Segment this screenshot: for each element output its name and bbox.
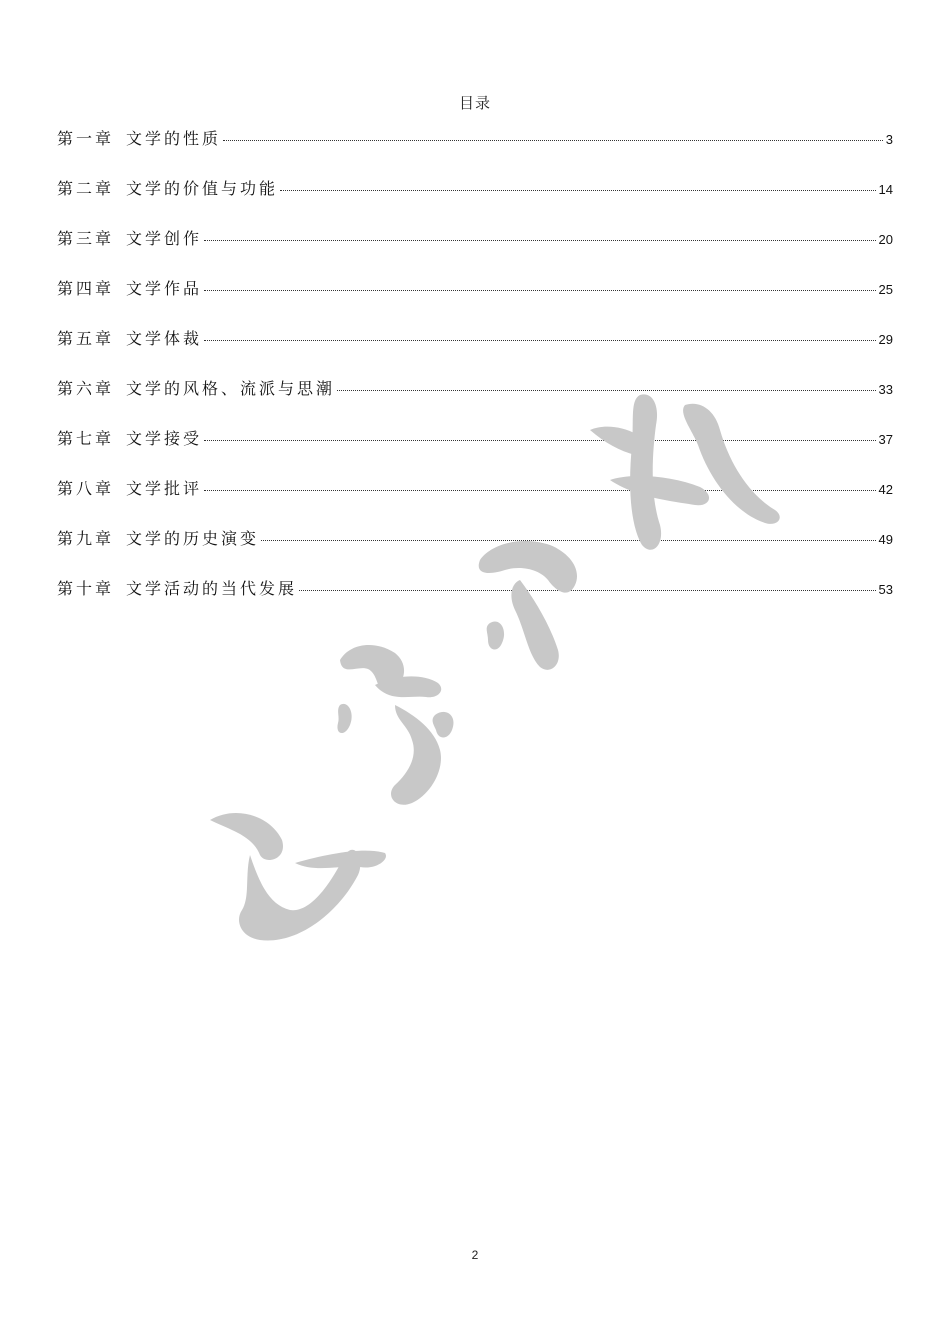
toc-chapter-number: 第九章 [57,529,115,548]
toc-chapter-title: 文学的价值与功能 [126,179,279,198]
toc-entry[interactable] [57,228,893,278]
toc-page-number: 33 [878,382,893,397]
toc-chapter-number: 第八章 [57,479,115,498]
toc-page-number: 3 [885,132,893,147]
toc-dot-leader [280,190,876,191]
toc-chapter-title: 文学的历史演变 [126,529,260,548]
toc-dot-leader [223,140,883,141]
toc-entry[interactable] [57,178,893,228]
calligraphy-watermark [190,385,790,955]
toc-entry[interactable] [57,128,893,178]
toc-chapter-number: 第一章 [57,129,115,148]
toc-page-number: 14 [878,182,893,197]
toc-chapter-number: 第三章 [57,229,115,248]
toc-dot-leader [204,240,876,241]
toc-chapter-number: 第五章 [57,329,115,348]
toc-chapter-number: 第六章 [57,379,115,398]
toc-chapter-number: 第四章 [57,279,115,298]
toc-title: 目录 [458,94,491,112]
toc-page-number: 29 [878,332,893,347]
toc-chapter-title: 文学作品 [126,279,203,298]
toc-page-number: 53 [878,582,893,597]
toc-chapter-title: 文学体裁 [126,329,203,348]
toc-chapter-number: 第十章 [57,579,115,598]
toc-page-number: 37 [878,432,893,447]
toc-dot-leader [204,340,876,341]
page-number: 2 [471,1248,479,1262]
toc-page-number: 25 [878,282,893,297]
toc-chapter-title: 文学批评 [126,479,203,498]
toc-page-number: 20 [878,232,893,247]
toc-page-number: 49 [878,532,893,547]
toc-entry[interactable] [57,328,893,378]
toc-chapter-title: 文学的性质 [126,129,222,148]
toc-chapter-title: 文学接受 [126,429,203,448]
toc-chapter-title: 文学活动的当代发展 [126,579,298,598]
toc-chapter-title: 文学的风格、流派与思潮 [126,379,336,398]
toc-entry[interactable] [57,278,893,328]
toc-chapter-number: 第二章 [57,179,115,198]
toc-chapter-number: 第七章 [57,429,115,448]
toc-chapter-title: 文学创作 [126,229,203,248]
toc-dot-leader [204,290,876,291]
toc-page-number: 42 [878,482,893,497]
